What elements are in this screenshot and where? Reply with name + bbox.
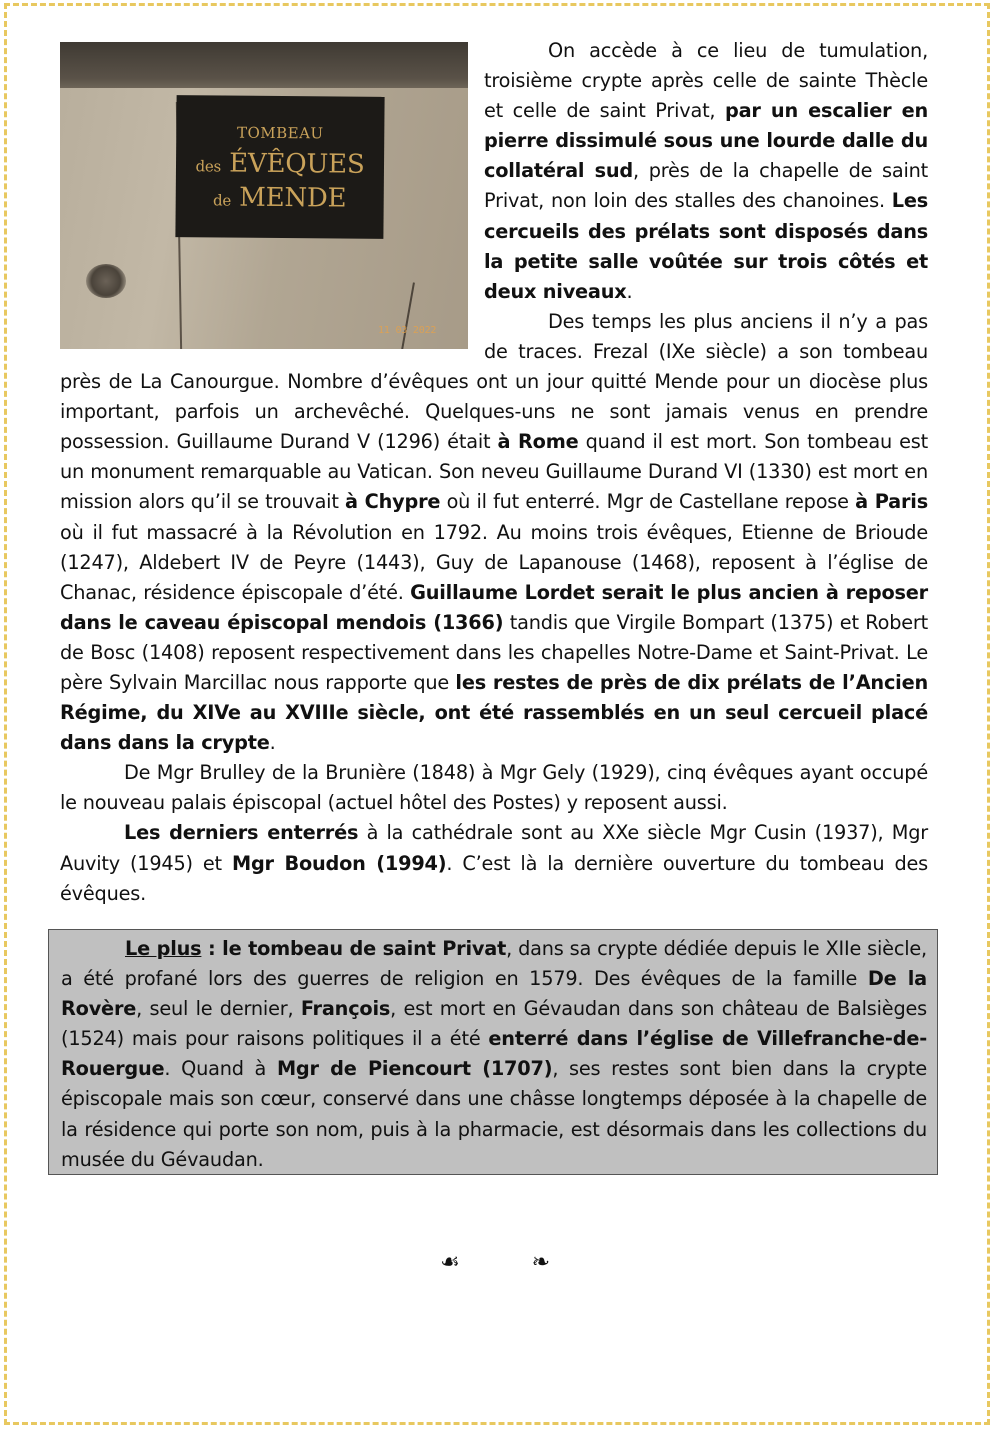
text: , ses restes sont bien dans la crypte épiscopale mais son cœur, conservé dans une châsse longtemps déposée à la chapelle de la résidence qui porte son nom, puis à la pharmacie, est désormais dans les collections du musée du Gévaudan.	[61, 1057, 928, 1171]
text: où il fut massacré à la Révolution en 1792. Au moins trois évêques, Etienne de Brioude (1247), Aldebert IV de Peyre (1443), Guy de Lapanouse (1468), reposent à l’église de Chanac, résidence épiscopale d’été.	[60, 520, 928, 604]
bold-text: Mgr de Piencourt (1707)	[276, 1057, 553, 1081]
bold-text: par un escalier en pierre dissimulé sous une lourde dalle du collatéral sud	[484, 99, 928, 183]
bold-text: Guillaume Lordet serait le plus ancien à reposer dans le caveau épiscopal mendois (1366)	[60, 580, 928, 634]
bold-text: Les cercueils des prélats sont disposés dans la petite salle voûtée sur trois côtés et deux niveaux	[484, 189, 928, 303]
text: . C’est là la dernière ouverture du tombeau des évêques.	[60, 851, 929, 905]
plaque-des: des	[195, 157, 222, 176]
text: De Mgr Brulley de la Brunière (1848) à Mgr Gely (1929), cinq évêques ayant occupé le nouveau palais épiscopal (actuel hôtel des Postes) y reposent aussi.	[60, 761, 928, 815]
bold-text: les restes de près de dix prélats de l’Ancien Régime, du XIVe au XVIIIe siècle, ont été rassemblés en un seul cercueil placé dans dans la crypte	[60, 670, 928, 755]
photo-date-stamp: 11 03 2022	[378, 325, 437, 336]
bold-text: Mgr Boudon (1994)	[231, 851, 447, 875]
plaque-line-2	[195, 147, 364, 183]
bold-text: François	[300, 997, 391, 1021]
bold-text: à Chypre	[344, 490, 441, 514]
fleuron-right-icon: ❧	[531, 1250, 550, 1275]
plaque-eveques: ÉVÊQUES	[229, 148, 365, 180]
text: Des temps les plus anciens il n’y a pas de traces. Frezal (IXe siècle) a son tombeau près de La Canourgue. Nombre d’évêques ont un jour quitté Mende pour un diocèse plus important, parfois un archevêché. Quelques-uns ne sont jamais venus en prendre possession. Guillaume Durand V (1296) était	[60, 309, 928, 454]
section-end-ornament	[440, 1250, 550, 1278]
bold-text: enterré dans l’église de Villefranche-de-Rouergue	[61, 1027, 927, 1081]
fleuron-left-icon: ☙	[440, 1250, 460, 1275]
paragraph-history	[60, 307, 928, 758]
text: quand il est mort. Son tombeau est un monument remarquable au Vatican. Son neveu Guillaume Durand VI (1330) est mort en mission alors qu’il se trouvait	[60, 430, 928, 514]
bold-text: De la Rovère	[61, 967, 927, 1021]
le-plus-label: Le plus	[125, 937, 202, 960]
le-plus-box	[48, 929, 938, 1175]
bold-text: à Rome	[497, 430, 579, 454]
plaque-de: de	[212, 191, 232, 210]
tomb-photo	[60, 42, 468, 349]
stone-ring-icon	[86, 264, 126, 298]
bold-text: Les derniers enterrés	[124, 821, 359, 845]
text: où il fut enterré. Mgr de Castellane repose	[440, 490, 856, 514]
le-plus-paragraph	[61, 934, 927, 1175]
text: à la cathédrale sont au XXe siècle Mgr Cusin (1937), Mgr Auvity (1945) et	[60, 821, 928, 875]
plaque-line-3	[213, 182, 347, 216]
bold-text: à Paris	[855, 490, 928, 514]
text: On accède à ce lieu de tumulation, troisième crypte après celle de sainte Thècle et celle de saint Privat,	[484, 39, 928, 123]
plaque-mende: MENDE	[239, 182, 347, 214]
article-body	[60, 36, 928, 909]
tomb-plaque	[175, 95, 384, 239]
text: .	[626, 279, 633, 303]
text: tandis que Virgile Bompart (1375) et Robert de Bosc (1408) reposent respectivement dans les chapelles Notre-Dame et Saint-Privat. Le père Sylvain Marcillac nous rapporte que	[60, 610, 928, 694]
text: .	[269, 731, 276, 755]
text: , près de la chapelle de saint Privat, non loin des stalles des chanoines.	[484, 159, 929, 213]
plaque-line-1: TOMBEAU	[236, 123, 324, 143]
paragraph-last-burials	[60, 818, 928, 908]
bold-text: : le tombeau de saint Privat	[201, 937, 507, 960]
photo-stone-ledge	[60, 42, 468, 88]
text: . Quand à	[164, 1057, 277, 1081]
text: , dans sa crypte dédiée depuis le XIIe siècle, a été profané lors des guerres de religion en 1579. Des évêques de la famille	[61, 937, 927, 991]
text: , seul le dernier,	[136, 997, 301, 1021]
paragraph-modern-bishops	[60, 758, 928, 818]
text: , est mort en Gévaudan dans son château de Balsièges (1524) mais pour raisons politiques il a été	[61, 997, 927, 1051]
